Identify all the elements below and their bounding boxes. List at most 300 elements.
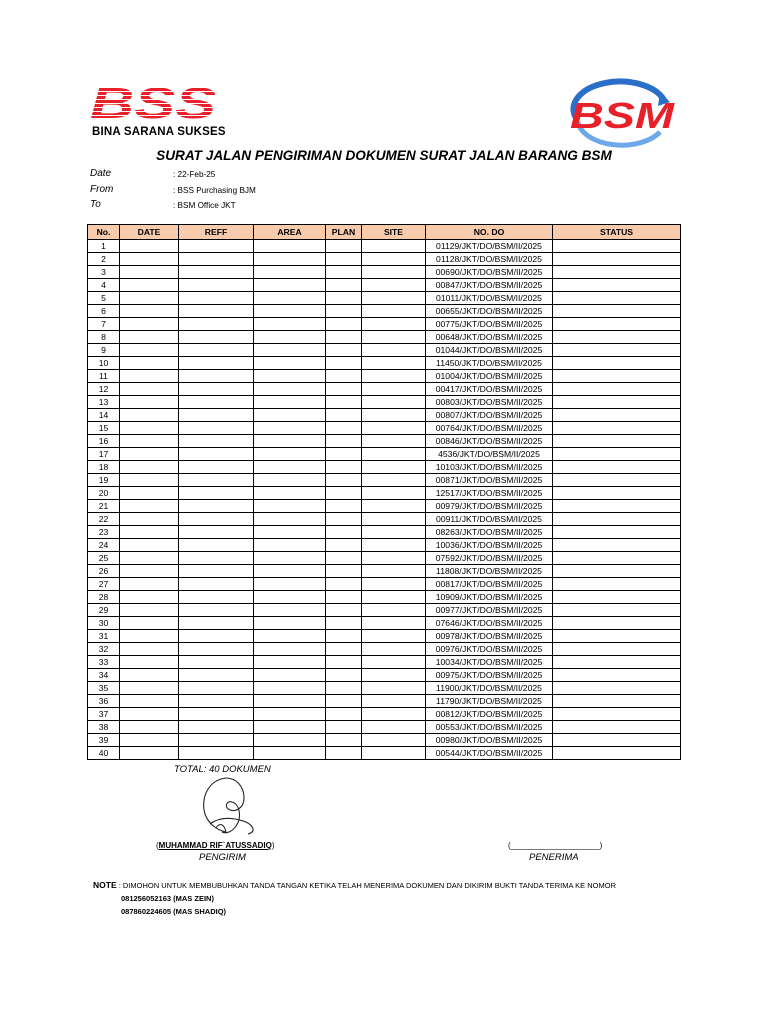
note-text: : DIMOHON UNTUK MEMBUBUHKAN TANDA TANGAN KETIKA TELAH MENERIMA DOKUMEN DAN DIKIRIM BUKTI TANDA TERIMA KE NOMOR — [116, 881, 617, 890]
cell-reff — [179, 682, 254, 695]
cell-reff — [179, 409, 254, 422]
cell-no: 27 — [88, 578, 120, 591]
table-row — [88, 682, 681, 695]
cell-no-do: 00871/JKT/DO/BSM/II/2025 — [426, 474, 553, 487]
cell-no-do: 10034/JKT/DO/BSM/II/2025 — [426, 656, 553, 669]
cell-site — [362, 344, 426, 357]
cell-plan — [326, 643, 362, 656]
table-row — [88, 552, 681, 565]
cell-date — [120, 500, 179, 513]
cell-reff — [179, 643, 254, 656]
cell-site — [362, 643, 426, 656]
cell-status — [553, 617, 681, 630]
cell-plan — [326, 734, 362, 747]
cell-status — [553, 656, 681, 669]
cell-site — [362, 357, 426, 370]
cell-status — [553, 253, 681, 266]
cell-plan — [326, 539, 362, 552]
to-label: To — [90, 199, 101, 210]
bsm-logo — [564, 78, 679, 148]
cell-area — [254, 240, 326, 253]
cell-plan — [326, 383, 362, 396]
cell-plan — [326, 721, 362, 734]
cell-area — [254, 292, 326, 305]
cell-area — [254, 604, 326, 617]
cell-no-do: 11900/JKT/DO/BSM/II/2025 — [426, 682, 553, 695]
table-row — [88, 474, 681, 487]
table-row — [88, 318, 681, 331]
cell-no-do: 00846/JKT/DO/BSM/II/2025 — [426, 435, 553, 448]
cell-reff — [179, 240, 254, 253]
cell-site — [362, 565, 426, 578]
cell-date — [120, 305, 179, 318]
table-row — [88, 500, 681, 513]
phone-2: 087860224605 (MAS SHADIQ) — [121, 907, 227, 916]
cell-area — [254, 396, 326, 409]
cell-date — [120, 370, 179, 383]
cell-date — [120, 630, 179, 643]
cell-date — [120, 461, 179, 474]
cell-no: 28 — [88, 591, 120, 604]
cell-no-do: 11450/JKT/DO/BSM/II/2025 — [426, 357, 553, 370]
cell-date — [120, 539, 179, 552]
cell-area — [254, 461, 326, 474]
cell-plan — [326, 604, 362, 617]
table-row — [88, 422, 681, 435]
cell-date — [120, 578, 179, 591]
sender-close-paren: ) — [271, 841, 275, 850]
table-row — [88, 396, 681, 409]
table-row — [88, 747, 681, 760]
cell-date — [120, 487, 179, 500]
cell-no: 8 — [88, 331, 120, 344]
cell-no: 2 — [88, 253, 120, 266]
cell-plan — [326, 513, 362, 526]
col-reff-header: REFF — [179, 225, 254, 240]
cell-status — [553, 292, 681, 305]
cell-no: 33 — [88, 656, 120, 669]
cell-reff — [179, 396, 254, 409]
cell-status — [553, 526, 681, 539]
cell-no: 36 — [88, 695, 120, 708]
cell-plan — [326, 669, 362, 682]
cell-site — [362, 318, 426, 331]
cell-site — [362, 409, 426, 422]
cell-status — [553, 422, 681, 435]
cell-reff — [179, 253, 254, 266]
table-row — [88, 487, 681, 500]
table-row — [88, 305, 681, 318]
cell-site — [362, 708, 426, 721]
table-row — [88, 461, 681, 474]
cell-status — [553, 279, 681, 292]
receiver-blank: (____________________) — [508, 841, 603, 850]
cell-status — [553, 383, 681, 396]
cell-reff — [179, 708, 254, 721]
cell-date — [120, 357, 179, 370]
cell-no-do: 00690/JKT/DO/BSM/II/2025 — [426, 266, 553, 279]
cell-status — [553, 682, 681, 695]
col-no-header: No. — [88, 225, 120, 240]
table-row — [88, 591, 681, 604]
cell-no: 18 — [88, 461, 120, 474]
cell-site — [362, 747, 426, 760]
cell-reff — [179, 279, 254, 292]
cell-plan — [326, 526, 362, 539]
cell-no-do: 00847/JKT/DO/BSM/II/2025 — [426, 279, 553, 292]
cell-plan — [326, 474, 362, 487]
cell-reff — [179, 305, 254, 318]
cell-date — [120, 422, 179, 435]
cell-status — [553, 331, 681, 344]
cell-status — [553, 435, 681, 448]
cell-site — [362, 669, 426, 682]
cell-area — [254, 643, 326, 656]
cell-date — [120, 292, 179, 305]
cell-site — [362, 448, 426, 461]
cell-date — [120, 565, 179, 578]
cell-no-do: 00812/JKT/DO/BSM/II/2025 — [426, 708, 553, 721]
cell-status — [553, 487, 681, 500]
table-row — [88, 266, 681, 279]
cell-area — [254, 695, 326, 708]
table-row — [88, 565, 681, 578]
cell-no-do: 00807/JKT/DO/BSM/II/2025 — [426, 409, 553, 422]
cell-status — [553, 721, 681, 734]
cell-no-do: 00911/JKT/DO/BSM/II/2025 — [426, 513, 553, 526]
cell-area — [254, 344, 326, 357]
cell-no: 10 — [88, 357, 120, 370]
cell-site — [362, 253, 426, 266]
table-row — [88, 695, 681, 708]
cell-no-do: 10036/JKT/DO/BSM/II/2025 — [426, 539, 553, 552]
cell-date — [120, 734, 179, 747]
cell-no-do: 4536/JKT/DO/BSM/II/2025 — [426, 448, 553, 461]
cell-area — [254, 526, 326, 539]
cell-reff — [179, 422, 254, 435]
cell-plan — [326, 461, 362, 474]
cell-reff — [179, 604, 254, 617]
cell-status — [553, 695, 681, 708]
cell-status — [553, 552, 681, 565]
cell-area — [254, 669, 326, 682]
cell-plan — [326, 617, 362, 630]
cell-reff — [179, 734, 254, 747]
cell-plan — [326, 435, 362, 448]
table-row — [88, 370, 681, 383]
cell-date — [120, 396, 179, 409]
cell-reff — [179, 513, 254, 526]
cell-area — [254, 357, 326, 370]
table-row — [88, 734, 681, 747]
cell-site — [362, 383, 426, 396]
col-status-header: STATUS — [553, 225, 681, 240]
cell-plan — [326, 344, 362, 357]
cell-date — [120, 669, 179, 682]
bss-logo — [88, 84, 226, 142]
cell-no: 1 — [88, 240, 120, 253]
note-label: NOTE — [93, 880, 117, 890]
cell-area — [254, 266, 326, 279]
cell-reff — [179, 669, 254, 682]
cell-no-do: 00975/JKT/DO/BSM/II/2025 — [426, 669, 553, 682]
cell-area — [254, 708, 326, 721]
cell-reff — [179, 747, 254, 760]
cell-area — [254, 409, 326, 422]
cell-no-do: 00764/JKT/DO/BSM/II/2025 — [426, 422, 553, 435]
cell-no-do: 00803/JKT/DO/BSM/II/2025 — [426, 396, 553, 409]
cell-plan — [326, 292, 362, 305]
table-row — [88, 513, 681, 526]
sender-role: PENGIRIM — [199, 852, 246, 863]
cell-date — [120, 552, 179, 565]
cell-site — [362, 591, 426, 604]
cell-no: 26 — [88, 565, 120, 578]
cell-no: 30 — [88, 617, 120, 630]
cell-date — [120, 708, 179, 721]
cell-date — [120, 747, 179, 760]
cell-reff — [179, 370, 254, 383]
cell-plan — [326, 565, 362, 578]
cell-site — [362, 630, 426, 643]
cell-reff — [179, 630, 254, 643]
cell-reff — [179, 331, 254, 344]
cell-status — [553, 240, 681, 253]
cell-reff — [179, 474, 254, 487]
cell-date — [120, 318, 179, 331]
cell-date — [120, 266, 179, 279]
from-label: From — [90, 184, 114, 195]
cell-reff — [179, 565, 254, 578]
cell-site — [362, 513, 426, 526]
col-plan-header: PLAN — [326, 225, 362, 240]
receiver-role: PENERIMA — [529, 852, 579, 863]
bss-logo-mark — [88, 84, 218, 122]
cell-plan — [326, 370, 362, 383]
cell-status — [553, 643, 681, 656]
cell-status — [553, 500, 681, 513]
table-row — [88, 448, 681, 461]
cell-date — [120, 474, 179, 487]
cell-area — [254, 318, 326, 331]
table-row — [88, 656, 681, 669]
to-value: : BSM Office JKT — [173, 201, 236, 210]
cell-no-do: 01004/JKT/DO/BSM/II/2025 — [426, 370, 553, 383]
cell-no: 7 — [88, 318, 120, 331]
cell-area — [254, 617, 326, 630]
cell-date — [120, 656, 179, 669]
cell-site — [362, 734, 426, 747]
cell-site — [362, 279, 426, 292]
cell-status — [553, 630, 681, 643]
cell-reff — [179, 526, 254, 539]
cell-status — [553, 409, 681, 422]
cell-area — [254, 565, 326, 578]
cell-date — [120, 331, 179, 344]
cell-site — [362, 695, 426, 708]
cell-no: 4 — [88, 279, 120, 292]
table-row — [88, 357, 681, 370]
cell-no-do: 01044/JKT/DO/BSM/II/2025 — [426, 344, 553, 357]
cell-no-do: 07592/JKT/DO/BSM/II/2025 — [426, 552, 553, 565]
cell-status — [553, 604, 681, 617]
date-value: : 22-Feb-25 — [173, 170, 216, 179]
cell-no-do: 10103/JKT/DO/BSM/II/2025 — [426, 461, 553, 474]
cell-plan — [326, 240, 362, 253]
sender-name: MUHAMMAD RIF`ATUSSADIQ — [158, 841, 272, 850]
cell-date — [120, 409, 179, 422]
from-value: : BSS Purchasing BJM — [173, 186, 256, 195]
cell-status — [553, 461, 681, 474]
cell-no-do: 00817/JKT/DO/BSM/II/2025 — [426, 578, 553, 591]
total-documents: TOTAL: 40 DOKUMEN — [174, 764, 271, 775]
table-row — [88, 539, 681, 552]
cell-reff — [179, 500, 254, 513]
cell-plan — [326, 630, 362, 643]
cell-reff — [179, 695, 254, 708]
cell-date — [120, 526, 179, 539]
cell-no-do: 00553/JKT/DO/BSM/II/2025 — [426, 721, 553, 734]
cell-area — [254, 682, 326, 695]
cell-site — [362, 331, 426, 344]
cell-no-do: 12517/JKT/DO/BSM/II/2025 — [426, 487, 553, 500]
page-title: SURAT JALAN PENGIRIMAN DOKUMEN SURAT JALAN BARANG BSM — [156, 148, 612, 163]
cell-reff — [179, 578, 254, 591]
cell-date — [120, 279, 179, 292]
cell-plan — [326, 695, 362, 708]
cell-plan — [326, 357, 362, 370]
cell-no-do: 00648/JKT/DO/BSM/II/2025 — [426, 331, 553, 344]
cell-site — [362, 487, 426, 500]
cell-status — [553, 396, 681, 409]
cell-reff — [179, 539, 254, 552]
table-row — [88, 383, 681, 396]
cell-site — [362, 461, 426, 474]
cell-status — [553, 708, 681, 721]
cell-site — [362, 604, 426, 617]
cell-no: 15 — [88, 422, 120, 435]
cell-area — [254, 539, 326, 552]
cell-reff — [179, 435, 254, 448]
table-row — [88, 344, 681, 357]
cell-no: 20 — [88, 487, 120, 500]
cell-no: 11 — [88, 370, 120, 383]
cell-date — [120, 682, 179, 695]
cell-site — [362, 292, 426, 305]
cell-plan — [326, 448, 362, 461]
cell-status — [553, 539, 681, 552]
cell-plan — [326, 500, 362, 513]
cell-area — [254, 721, 326, 734]
cell-area — [254, 331, 326, 344]
cell-area — [254, 734, 326, 747]
cell-plan — [326, 422, 362, 435]
table-row — [88, 721, 681, 734]
cell-plan — [326, 656, 362, 669]
cell-reff — [179, 318, 254, 331]
cell-area — [254, 422, 326, 435]
cell-status — [553, 266, 681, 279]
cell-no-do: 10909/JKT/DO/BSM/II/2025 — [426, 591, 553, 604]
cell-no: 19 — [88, 474, 120, 487]
cell-no-do: 00977/JKT/DO/BSM/II/2025 — [426, 604, 553, 617]
cell-no-do: 01128/JKT/DO/BSM/II/2025 — [426, 253, 553, 266]
cell-area — [254, 435, 326, 448]
cell-status — [553, 318, 681, 331]
phone-1: 081256052163 (MAS ZEIN) — [121, 894, 214, 903]
cell-no-do: 00655/JKT/DO/BSM/II/2025 — [426, 305, 553, 318]
cell-no: 35 — [88, 682, 120, 695]
cell-status — [553, 591, 681, 604]
cell-area — [254, 279, 326, 292]
cell-area — [254, 552, 326, 565]
cell-reff — [179, 617, 254, 630]
cell-site — [362, 266, 426, 279]
table-row — [88, 409, 681, 422]
cell-site — [362, 682, 426, 695]
cell-plan — [326, 318, 362, 331]
cell-reff — [179, 357, 254, 370]
cell-date — [120, 591, 179, 604]
cell-date — [120, 253, 179, 266]
delivery-table — [87, 224, 681, 760]
cell-no: 16 — [88, 435, 120, 448]
cell-no-do: 01011/JKT/DO/BSM/II/2025 — [426, 292, 553, 305]
cell-status — [553, 565, 681, 578]
table-header-row — [88, 225, 681, 240]
cell-plan — [326, 305, 362, 318]
cell-date — [120, 643, 179, 656]
table-row — [88, 604, 681, 617]
cell-no-do: 00417/JKT/DO/BSM/II/2025 — [426, 383, 553, 396]
cell-no-do: 01129/JKT/DO/BSM/II/2025 — [426, 240, 553, 253]
cell-site — [362, 370, 426, 383]
table-row — [88, 643, 681, 656]
cell-site — [362, 526, 426, 539]
cell-status — [553, 747, 681, 760]
cell-reff — [179, 383, 254, 396]
cell-area — [254, 487, 326, 500]
cell-area — [254, 591, 326, 604]
cell-no: 5 — [88, 292, 120, 305]
cell-site — [362, 721, 426, 734]
cell-date — [120, 695, 179, 708]
cell-no-do: 00980/JKT/DO/BSM/II/2025 — [426, 734, 553, 747]
table-row — [88, 526, 681, 539]
cell-site — [362, 474, 426, 487]
table-row — [88, 617, 681, 630]
cell-no: 23 — [88, 526, 120, 539]
col-area-header: AREA — [254, 225, 326, 240]
cell-no-do: 07646/JKT/DO/BSM/II/2025 — [426, 617, 553, 630]
cell-plan — [326, 266, 362, 279]
cell-date — [120, 448, 179, 461]
cell-plan — [326, 682, 362, 695]
cell-date — [120, 513, 179, 526]
cell-reff — [179, 461, 254, 474]
cell-reff — [179, 292, 254, 305]
cell-plan — [326, 331, 362, 344]
cell-area — [254, 578, 326, 591]
cell-date — [120, 240, 179, 253]
cell-plan — [326, 747, 362, 760]
cell-plan — [326, 708, 362, 721]
cell-date — [120, 721, 179, 734]
cell-no: 38 — [88, 721, 120, 734]
cell-reff — [179, 448, 254, 461]
cell-status — [553, 370, 681, 383]
cell-no-do: 08263/JKT/DO/BSM/II/2025 — [426, 526, 553, 539]
